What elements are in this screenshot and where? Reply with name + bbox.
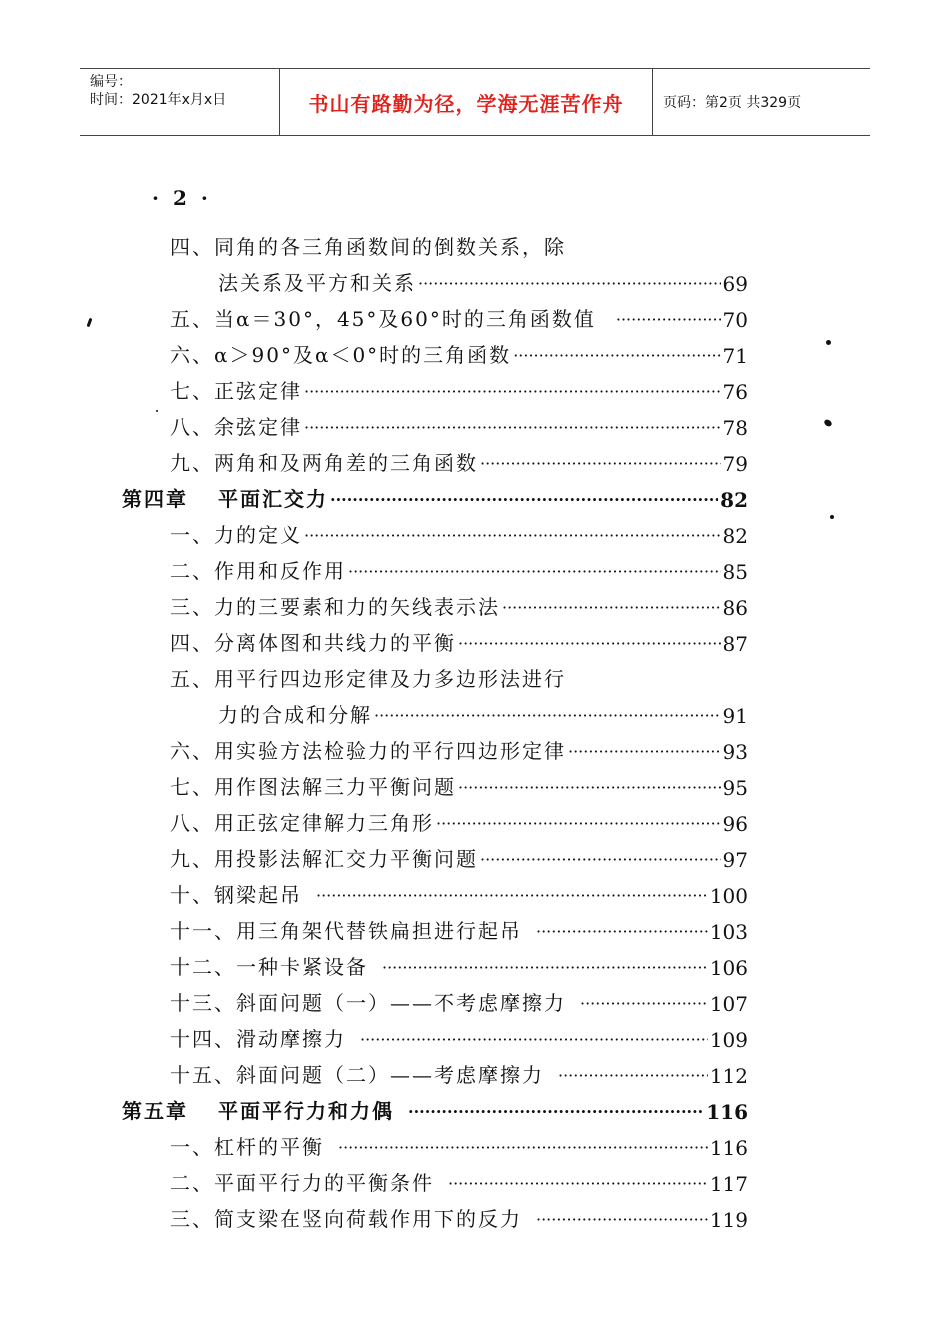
toc-row-label: α＞90°及α＜0°时的三角函数 [214,343,512,367]
page-number-mark: ·2· [152,186,222,210]
toc-row-number: 八、 [170,415,214,439]
toc-row-page: 91 [722,704,748,728]
toc-chapter-number: 第五章 [122,1099,188,1123]
scan-speck [826,340,831,345]
toc-row-number: 二、 [170,559,214,583]
toc-row-leader [480,454,721,476]
toc-row-label: 正弦定律 [214,379,302,403]
toc-row-leader [616,310,721,332]
toc-row-page: 95 [722,776,748,800]
toc-row-page: 100 [709,884,748,908]
toc-row [170,986,748,1016]
toc-row [170,1130,748,1160]
toc-row-number: 七、 [170,775,214,799]
toc-row [170,230,590,260]
toc-row-number: 五、 [170,307,214,331]
toc-row-leader [330,490,718,512]
toc-row-leader [502,598,721,620]
toc-row-label: 作用和反作用 [214,559,346,583]
toc-row-label: 用投影法解汇交力平衡问题 [214,847,478,871]
toc-row [170,662,610,692]
toc-row-page: 119 [709,1208,748,1232]
toc-row-number: 一、 [170,523,214,547]
toc-row-leader [536,922,708,944]
toc-row-label: 当α＝30°，45°及60°时的三角函数值 [214,307,596,331]
toc-row-number: 六、 [170,739,214,763]
toc-row-label: 滑动摩擦力 [236,1027,346,1051]
header-motto: 书山有路勤为径，学海无涯苦作舟 [280,69,653,135]
scan-speck [156,410,158,412]
toc-row-page: 97 [722,848,748,872]
document-time-label: 时间：2021年x月x日 [90,92,227,108]
toc-row-label: 余弦定律 [214,415,302,439]
toc-row-number: 四、 [170,235,214,259]
toc-row-page: 86 [722,596,748,620]
toc-row-number: 六、 [170,343,214,367]
toc-row-number: 十四、 [170,1027,236,1051]
toc-row-page: 87 [722,632,748,656]
toc-row-leader [568,742,721,764]
toc-row-leader [448,1174,708,1196]
toc-chapter-row [122,1094,748,1124]
toc-row [218,266,748,296]
toc-row-number: 十二、 [170,955,236,979]
toc-row-page: 69 [722,272,748,296]
toc-row-page: 78 [722,416,748,440]
toc-row-label: 两角和及两角差的三角函数 [214,451,478,475]
toc-chapter-title: 平面汇交力 [218,487,328,511]
toc-row [170,1202,748,1232]
toc-row-leader [558,1066,708,1088]
toc-row-page: 103 [709,920,748,944]
toc-row-label: 力的三要素和力的矢线表示法 [214,595,500,619]
toc-row-label: 斜面问题（一）——不考虑摩擦力 [236,991,566,1015]
toc-row-page: 116 [706,1100,748,1124]
toc-row-label: 杠杆的平衡 [214,1135,324,1159]
toc-row [170,878,748,908]
toc-row-page: 107 [709,992,748,1016]
toc-row [170,950,748,980]
toc-row-leader [580,994,708,1016]
toc-row-page: 70 [722,308,748,332]
toc-row-label: 用三角架代替铁扁担进行起吊 [236,919,522,943]
toc-row-leader [338,1138,708,1160]
toc-row-number: 三、 [170,595,214,619]
toc-row [170,1058,748,1088]
toc-row-label: 力的合成和分解 [218,703,372,727]
scan-speck [830,515,834,519]
toc-row-label: 一种卡紧设备 [236,955,368,979]
toc-row-leader [513,346,720,368]
toc-row [170,734,748,764]
toc-row-leader [418,274,721,296]
toc-chapter-title: 平面平行力和力偶 [218,1099,394,1123]
toc-row-number: 五、 [170,667,214,691]
toc-row-label: 力的定义 [214,523,302,547]
toc-row [170,518,748,548]
toc-row-number: 十五、 [170,1063,236,1087]
toc-row-label: 斜面问题（二）——考虑摩擦力 [236,1063,544,1087]
toc-row-page: 117 [709,1172,748,1196]
toc-row [170,590,748,620]
toc-row [170,1022,748,1052]
toc-row-page: 85 [722,560,748,584]
toc-row [170,374,748,404]
toc-row-number: 七、 [170,379,214,403]
toc-row-label: 同角的各三角函数间的倒数关系，除 [214,235,566,259]
toc-row-page: 112 [709,1064,748,1088]
toc-row-leader [458,634,721,656]
toc-row [170,806,748,836]
toc-row-number: 四、 [170,631,214,655]
toc-row [170,410,748,440]
header-page-info: 页码：第2页 共329页 [663,95,802,111]
toc-row-label: 简支梁在竖向荷载作用下的反力 [214,1207,522,1231]
toc-chapter-row [122,482,748,512]
toc-row-leader [408,1102,704,1124]
toc-row-page: 71 [722,344,748,368]
toc-row-leader [480,850,721,872]
toc-row [170,446,748,476]
toc-row-page: 116 [709,1136,748,1160]
toc-row-leader [316,886,708,908]
toc-row-page: 106 [709,956,748,980]
toc-row-label: 用平行四边形定律及力多边形法进行 [214,667,566,691]
toc-row-page: 82 [722,524,748,548]
toc-row [170,338,748,368]
toc-row-leader [374,706,721,728]
toc-row-label: 分离体图和共线力的平衡 [214,631,456,655]
toc-row-leader [304,382,721,404]
toc-row-leader [458,778,721,800]
toc-chapter-number: 第四章 [122,487,188,511]
toc-row [218,698,748,728]
toc-row-leader [304,418,721,440]
toc-row-leader [536,1210,708,1232]
toc-row-leader [360,1030,708,1052]
toc-row-page: 76 [722,380,748,404]
toc-row-leader [348,562,721,584]
toc-row-leader [436,814,721,836]
toc-row-page: 96 [722,812,748,836]
toc-row-number: 十三、 [170,991,236,1015]
document-number-label: 编号： [90,74,132,90]
toc-row [170,770,748,800]
toc-row-number: 九、 [170,847,214,871]
toc-row-number: 二、 [170,1171,214,1195]
toc-row-number: 九、 [170,451,214,475]
toc-row [170,914,748,944]
toc-row-number: 三、 [170,1207,214,1231]
toc-row-page: 93 [722,740,748,764]
toc-row-page: 109 [709,1028,748,1052]
toc-row-number: 十、 [170,883,214,907]
toc-row [170,842,748,872]
toc-row [170,302,748,332]
toc-row-leader [304,526,721,548]
toc-row-label: 法关系及平方和关系 [218,271,416,295]
toc-row-label: 钢梁起吊 [214,883,302,907]
toc-row [170,1166,748,1196]
toc-row-label: 平面平行力的平衡条件 [214,1171,434,1195]
toc-row-label: 用作图法解三力平衡问题 [214,775,456,799]
toc-row-number: 一、 [170,1135,214,1159]
toc-row-label: 用正弦定律解力三角形 [214,811,434,835]
toc-row [170,554,748,584]
toc-row-page: 79 [722,452,748,476]
toc-row [170,626,748,656]
toc-row-number: 十一、 [170,919,236,943]
toc-row-number: 八、 [170,811,214,835]
toc-row-leader [382,958,708,980]
toc-row-page: 82 [720,488,748,512]
toc-row-label: 用实验方法检验力的平行四边形定律 [214,739,566,763]
